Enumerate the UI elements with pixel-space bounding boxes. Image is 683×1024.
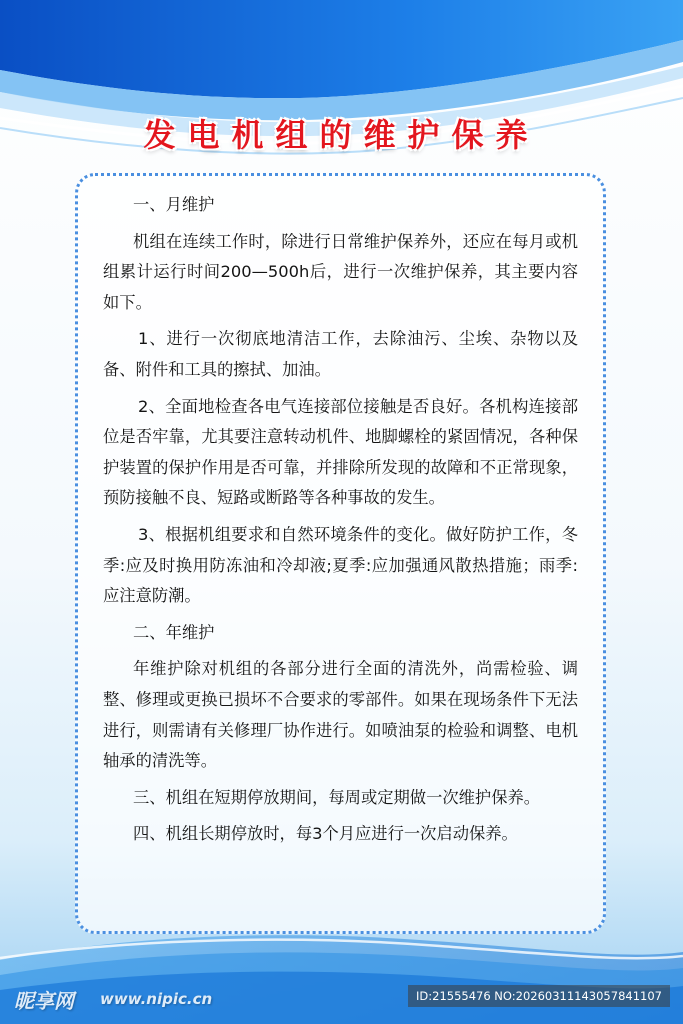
watermark-logo: 昵享网 xyxy=(14,989,74,1013)
paragraph-item-3: 3、根据机组要求和自然环境条件的变化。做好防护工作，冬季:应及时换用防冻油和冷却液;夏季:应加强通风散热措施；雨季:应注意防潮。 xyxy=(103,524,578,606)
paragraph-item-2: 2、全面地检查各电气连接部位接触是否良好。各机构连接部位是否牢靠，尤其要注意转动机件、地脚螺栓的紧固情况，各种保护装置的保护作用是否可靠，并排除所发现的故障和不正常现象，预防接触不良、短路或断路等各种事故的发生。 xyxy=(103,396,578,508)
paragraph-long-term: 四、机组长期停放时，每3个月应进行一次启动保养。 xyxy=(133,824,518,844)
watermark-url: www.nipic.cn xyxy=(100,990,213,1008)
paragraph-item-1: 1、进行一次彻底地清洁工作，去除油污、尘埃、杂物以及备、附件和工具的擦拭、加油。 xyxy=(103,329,578,379)
paragraph-yearly: 年维护除对机组的各部分进行全面的清洗外，尚需检验、调整、修理或更换已损坏不合要求的零部件。如果在现场条件下无法进行，则需请有关修理厂协作进行。如喷油泵的检验和调整、电机轴承的清洗等。 xyxy=(103,659,578,771)
paragraph-short-term: 三、机组在短期停放期间，每周或定期做一次维护保养。 xyxy=(133,787,541,807)
page-title: 发电机组的维护保养 xyxy=(143,116,540,154)
watermark-id: ID:21555476 NO:20260311143057841107 xyxy=(408,985,670,1007)
section-heading-yearly: 二、年维护 xyxy=(133,622,215,642)
section-heading-monthly: 一、月维护 xyxy=(133,195,215,214)
content-panel xyxy=(75,173,606,934)
paragraph-monthly-intro: 机组在连续工作时，除进行日常维护保养外，还应在每月或机组累计运行时间200—500h后，进行一次维护保养，其主要内容如下。 xyxy=(103,231,578,312)
